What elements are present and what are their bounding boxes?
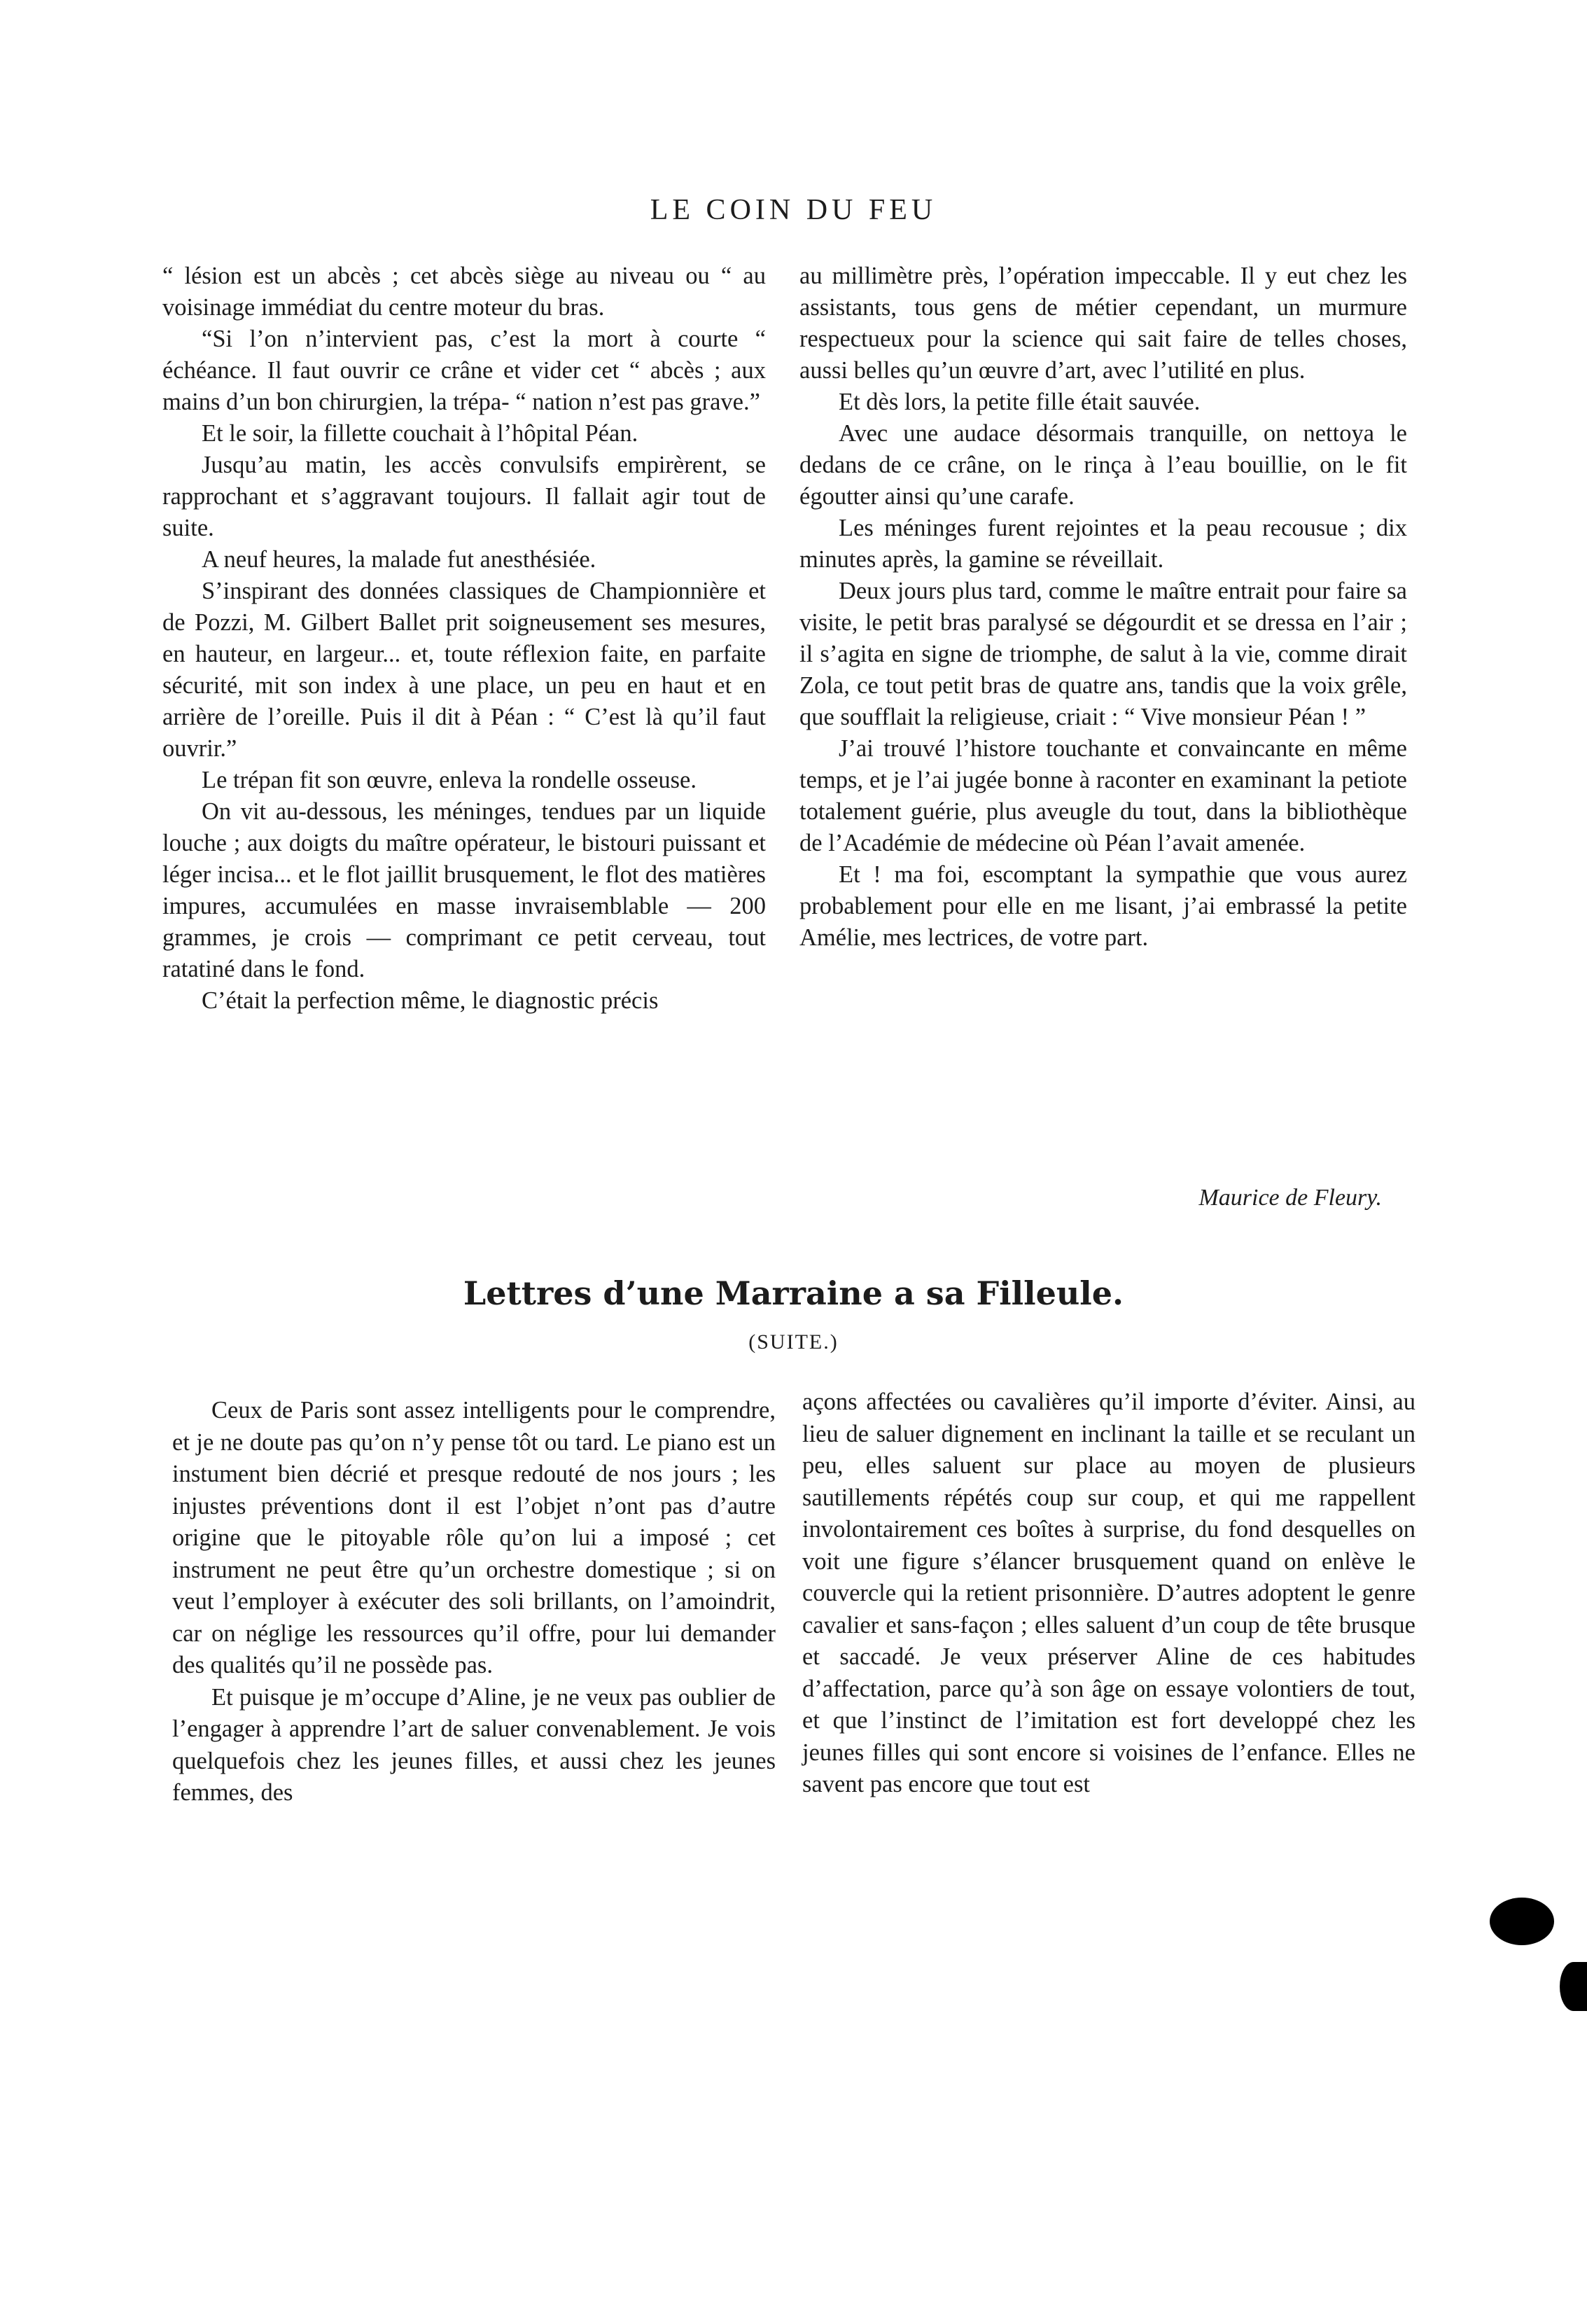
paragraph: A neuf heures, la malade fut anesthésiée. (202, 546, 596, 573)
paragraph: açons affectées ou cavalières qu’il importe d’éviter. Ainsi, au lieu de saluer dignement en inclinant la taille et se reculant un peu, elles saluent sur place au moyen de plusieurs sautillements répétés coup sur coup, et qui me rappellent involontairement ces boîtes à surprise, du fond desquelles on voit une figure s’élancer brusquement quand on enlève le couvercle qui la retient prisonnière. D’autres adoptent le genre cavalier et sans-façon ; elles saluent d’un coup de tête brusque et saccadé. Je veux préserver Aline de ces habitudes d’affectation, parce qu’à son âge on essaye volontiers de tout, et que l’instinct de l’imitation est fort developpé chez les jeunes filles qui sont encore si voisines de l’enfance. Elles ne savent pas encore que tout est (802, 1389, 1415, 1797)
section-title: Lettres d’une Marraine a sa Filleule. (463, 1274, 1124, 1312)
paragraph: Les méninges furent rejointes et la peau recousue ; dix minutes après, la gamine se réveillait. (799, 515, 1407, 573)
running-title: LE COIN DU FEU (650, 194, 937, 226)
ink-blot (1560, 1962, 1587, 2011)
paragraph: C’était la perfection même, le diagnostic précis (202, 987, 659, 1014)
paragraph: Jusqu’au matin, les accès convulsifs empirèrent, se rapprochant et s’aggravant toujours. Il fallait agir tout de suite. (162, 452, 766, 541)
paragraph: Deux jours plus tard, comme le maître entrait pour faire sa visite, le petit bras paralysé se dégourdit et se dressa en l’air ; il s’agita en signe de triomphe, de salut à la vie, comme dirait Zola, ce tout petit bras de quatre ans, tandis que la voix grêle, que soufflait la religieuse, criait : “ Vive monsieur Péan ! ” (799, 578, 1407, 730)
paragraph: Le trépan fit son œuvre, enleva la rondelle osseuse. (202, 767, 697, 793)
paragraph: “ lésion est un abcès ; cet abcès siège au niveau ou “ au voisinage immédiat du centre moteur du bras. (162, 263, 766, 321)
section-subtitle: (SUITE.) (748, 1330, 839, 1354)
paragraph: S’inspirant des données classiques de Championnière et de Pozzi, M. Gilbert Ballet prit soigneusement ses mesures, en hauteur, en largeur... et, toute réflexion faite, en parfaite sécurité, mit son index à une place, un peu en haut et en arrière de l’oreille. Puis il dit à Péan : “ C’est là qu’il faut ouvrir.” (162, 578, 766, 762)
article1-left-column (162, 260, 766, 1017)
paragraph: J’ai trouvé l’histore touchante et convaincante en même temps, et je l’ai jugée bonne à raconter en examinant la petiote totalement guérie, plus aveugle du tout, dans la bibliothèque de l’Académie de médecine où Péan l’avait amenée. (799, 735, 1407, 856)
paragraph: Et ! ma foi, escomptant la sympathie que vous aurez probablement pour elle en me lisant, j’ai embrassé la petite Amélie, mes lectrices, de votre part. (799, 861, 1407, 951)
paragraph: Et puisque je m’occupe d’Aline, je ne veux pas oublier de l’engager à apprendre l’art de saluer convenablement. Je vois quelquefois chez les jeunes filles, et aussi chez les jeunes femmes, des (172, 1683, 776, 1806)
paragraph: au millimètre près, l’opération impeccable. Il y eut chez les assistants, tous gens de métier cependant, un murmure respectueux pour la science qui sait faire de telles choses, aussi belles qu’un œuvre d’art, avec l’utilité en plus. (799, 263, 1407, 384)
paragraph: Ceux de Paris sont assez intelligents pour le comprendre, et je ne doute pas qu’on n’y pense tôt ou tard. Le piano est un instument bien décrié et presque redouté de nos jours ; les injustes préventions dont il est l’objet n’ont pas d’autre origine que le pitoyable rôle qu’on lui a imposé ; cet instrument ne peut être qu’un orchestre domestique ; si on veut l’employer à exécuter des soli brillants, on l’amoindrit, car on néglige les ressources qu’il offre, pour lui demander des qualités qu’il ne possède pas. (172, 1397, 776, 1678)
paragraph: Et dès lors, la petite fille était sauvée. (839, 389, 1201, 415)
article1-right-column (799, 260, 1407, 954)
article2-left-column (172, 1395, 776, 1809)
paragraph: Et le soir, la fillette couchait à l’hôpital Péan. (202, 420, 638, 447)
paragraph: “Si l’on n’intervient pas, c’est la mort à courte “ échéance. Il faut ouvrir ce crâne et vider cet “ abcès ; aux mains d’un bon chirurgien, la trépa- “ nation n’est pas grave.” (162, 326, 766, 415)
paragraph: On vit au-dessous, les méninges, tendues par un liquide louche ; aux doigts du maître opérateur, le bistouri puissant et léger incisa... et le flot jaillit brusquement, le flot des matières impures, accumulées en masse invraisemblable — 200 grammes, je crois — comprimant ce petit cerveau, tout ratatiné dans le fond. (162, 798, 766, 982)
article2-right-column (802, 1386, 1415, 1801)
author-signature: Maurice de Fleury. (1198, 1185, 1382, 1211)
ink-blot (1490, 1898, 1554, 1945)
paragraph: Avec une audace désormais tranquille, on nettoya le dedans de ce crâne, on le rinça à l’eau bouillie, on le fit égoutter ainsi qu’une carafe. (799, 420, 1407, 510)
